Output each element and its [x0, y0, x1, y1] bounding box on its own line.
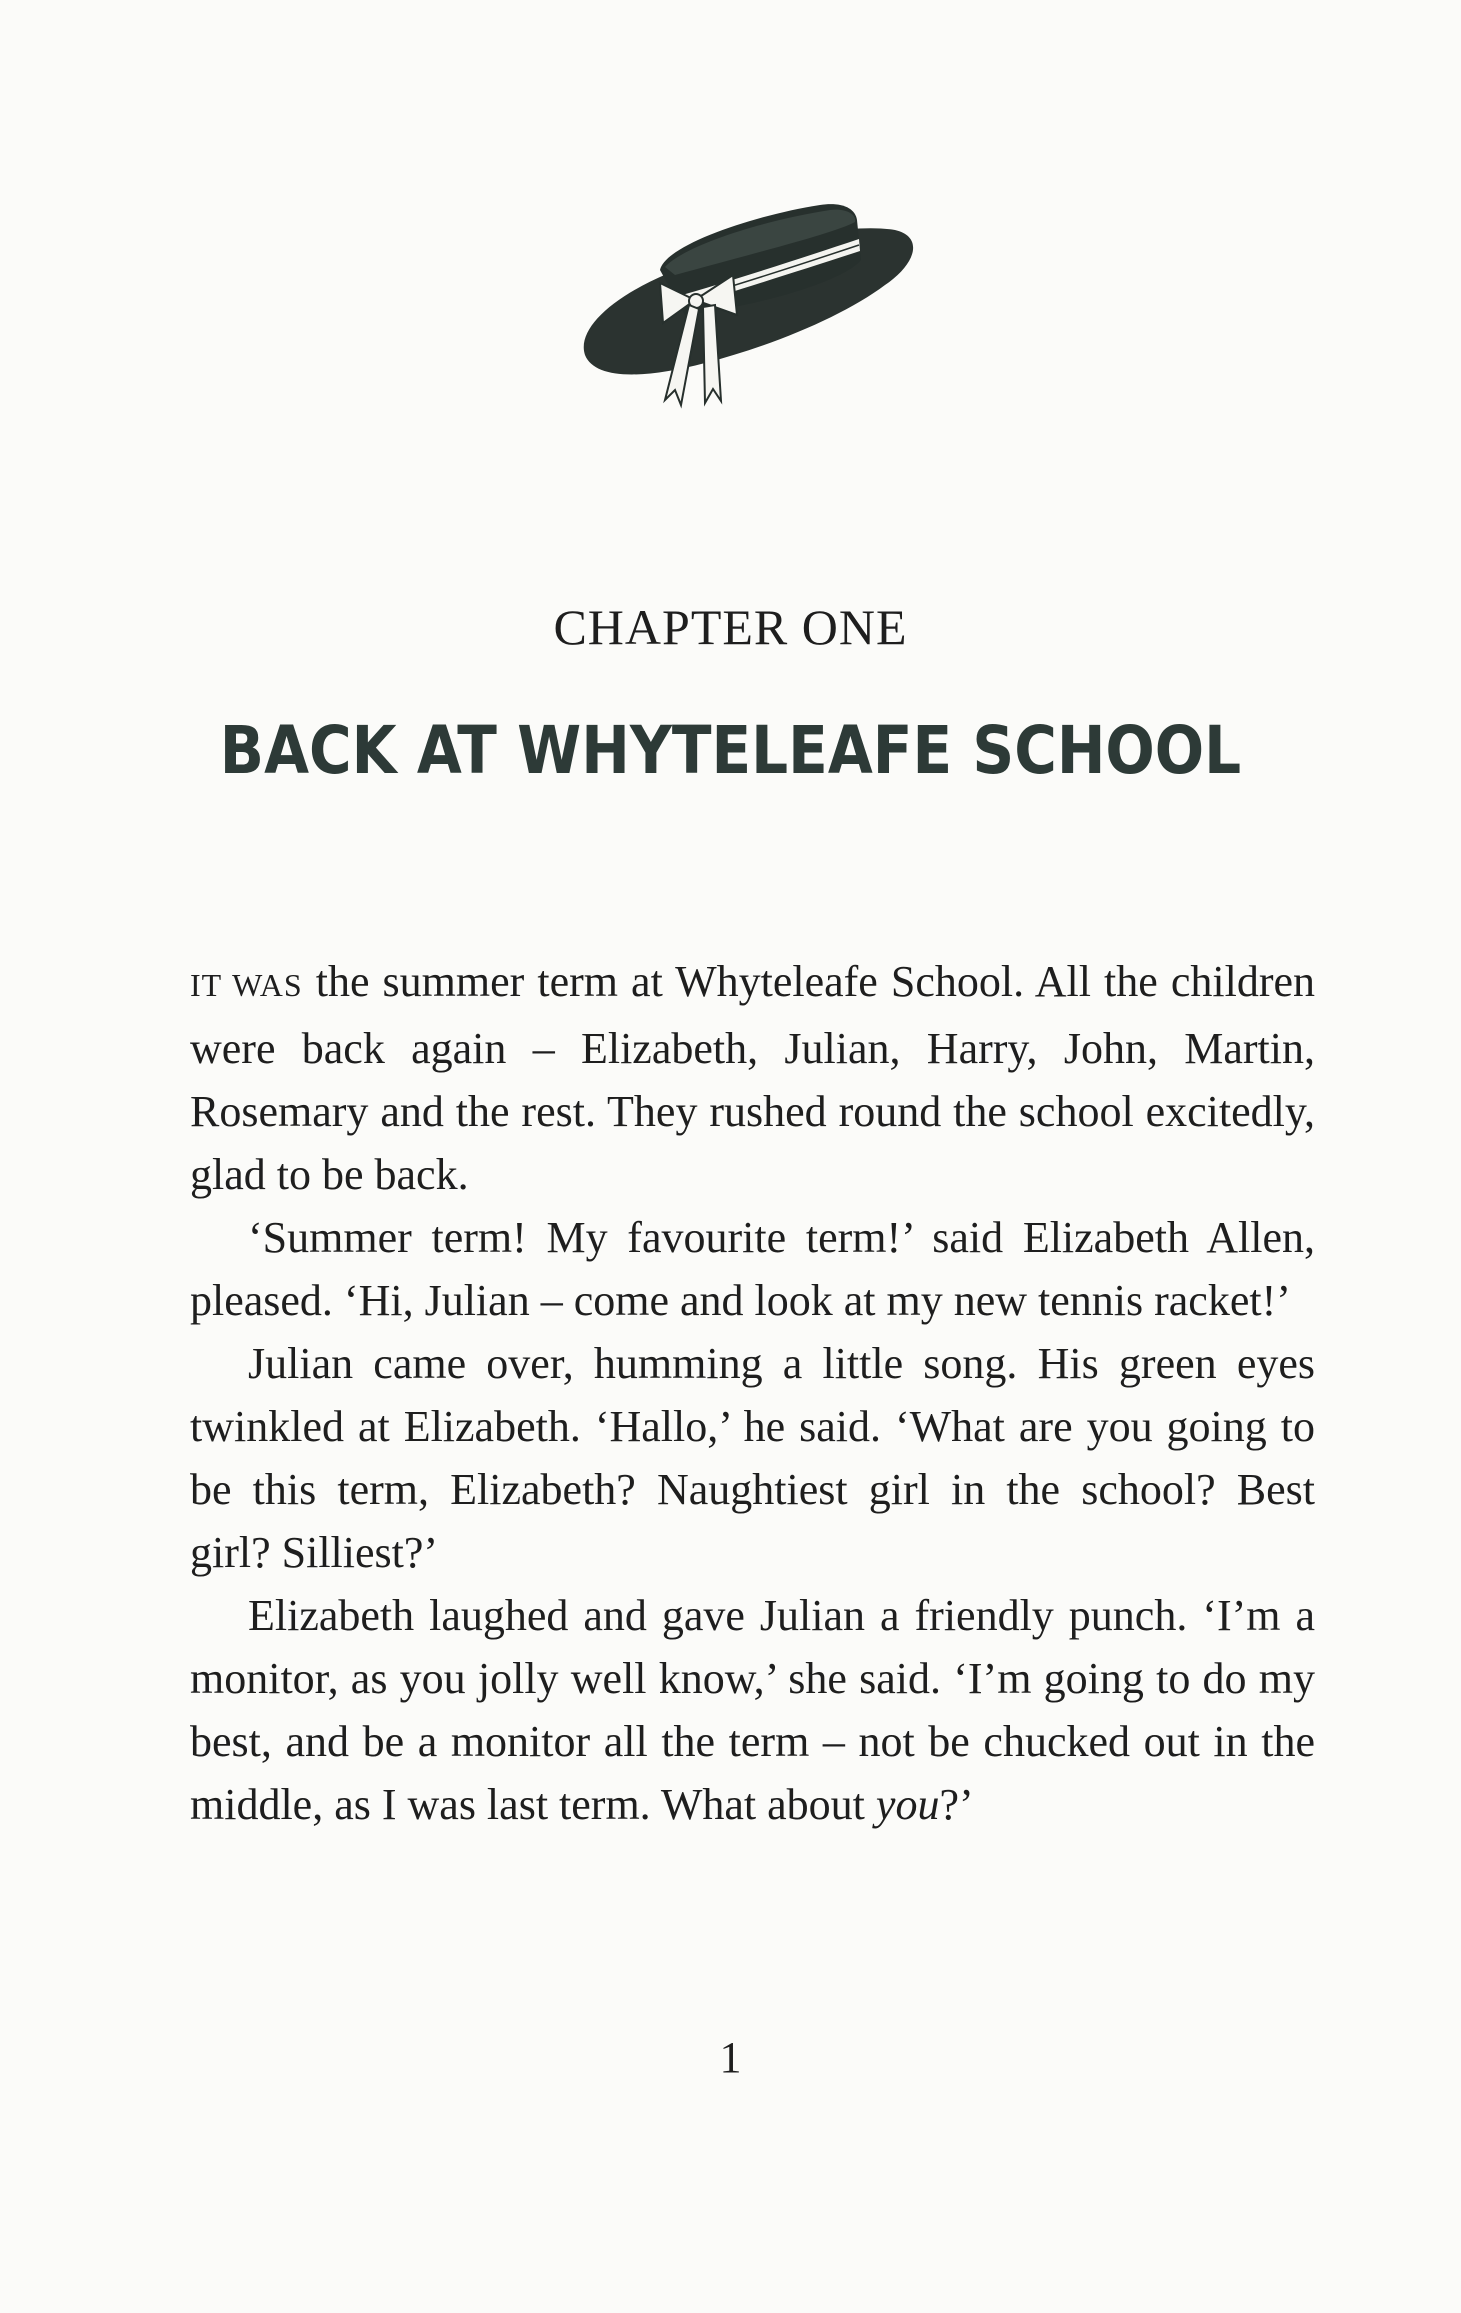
paragraph: [190, 1332, 1315, 1584]
opening-smallcaps: IT WAS: [190, 967, 303, 1003]
paragraph-text: Julian came over, humming a little song. His green eyes twinkled at Elizabeth. ‘Hallo,’ he said. ‘What are you going to be this term, Elizabeth? Naughtiest girl in the school? Best girl? Silliest?’: [190, 1339, 1315, 1577]
chapter-title: BACK AT WHYTELEAFE SCHOOL: [219, 712, 1242, 789]
paragraph: [190, 1584, 1315, 1836]
paragraph-text: the summer term at Whyteleafe School. All the children were back again – Elizabeth, Julian, Harry, John, Martin, Rosemary and the rest. They rushed round the school excitedly, glad to be back.: [190, 957, 1316, 1199]
paragraph-text: ‘Summer term! My favourite term!’ said Elizabeth Allen, pleased. ‘Hi, Julian – come and look at my new tennis racket!’: [190, 1213, 1315, 1325]
paragraph-text: Elizabeth laughed and gave Julian a friendly punch. ‘I’m a monitor, as you jolly well know,’ she said. ‘I’m going to do my best, and be a monitor all the term – not be chucked out in the middle, as I was last term. What about: [190, 1591, 1315, 1829]
page-number: 1: [719, 2033, 742, 2082]
paragraph-end: ?’: [939, 1780, 974, 1829]
chapter-body: [190, 950, 1315, 1836]
chapter-number: CHAPTER ONE: [553, 599, 908, 655]
paragraph: [190, 1206, 1315, 1332]
boater-hat-icon: [565, 175, 925, 435]
emphasis: you: [875, 1780, 940, 1829]
paragraph: [190, 950, 1315, 1206]
